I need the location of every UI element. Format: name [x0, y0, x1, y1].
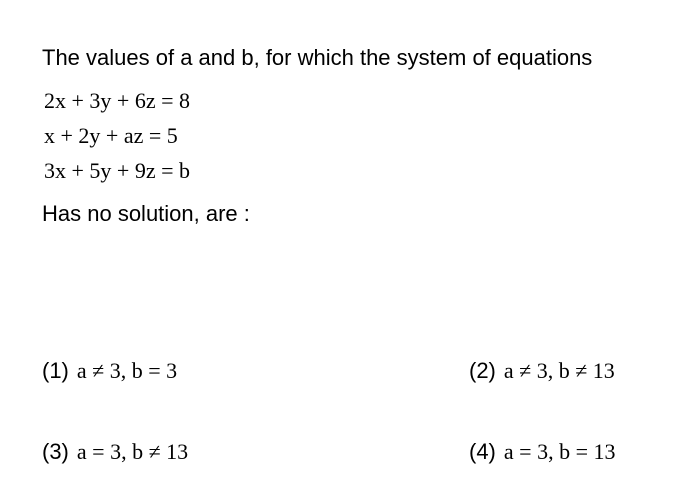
- option-1[interactable]: [42, 357, 177, 385]
- question-prompt: Has no solution, are :: [42, 201, 250, 226]
- option-3[interactable]: [42, 438, 188, 466]
- question-stem: The values of a and b, for which the system of equations: [42, 45, 593, 70]
- option-4[interactable]: [469, 438, 615, 466]
- equation-2: x + 2y + az = 5: [44, 123, 178, 148]
- option-2[interactable]: [469, 357, 615, 385]
- option-4-text: a = 3, b = 13: [503, 439, 616, 464]
- option-2-number: (2): [469, 358, 496, 383]
- option-1-text: a ≠ 3, b = 3: [76, 358, 178, 383]
- option-2-text: a ≠ 3, b ≠ 13: [503, 358, 615, 383]
- option-3-number: (3): [42, 439, 69, 464]
- option-4-number: (4): [469, 439, 496, 464]
- equation-3: 3x + 5y + 9z = b: [44, 158, 190, 183]
- option-3-text: a = 3, b ≠ 13: [76, 439, 189, 464]
- option-1-number: (1): [42, 358, 69, 383]
- equation-1: 2x + 3y + 6z = 8: [44, 88, 190, 113]
